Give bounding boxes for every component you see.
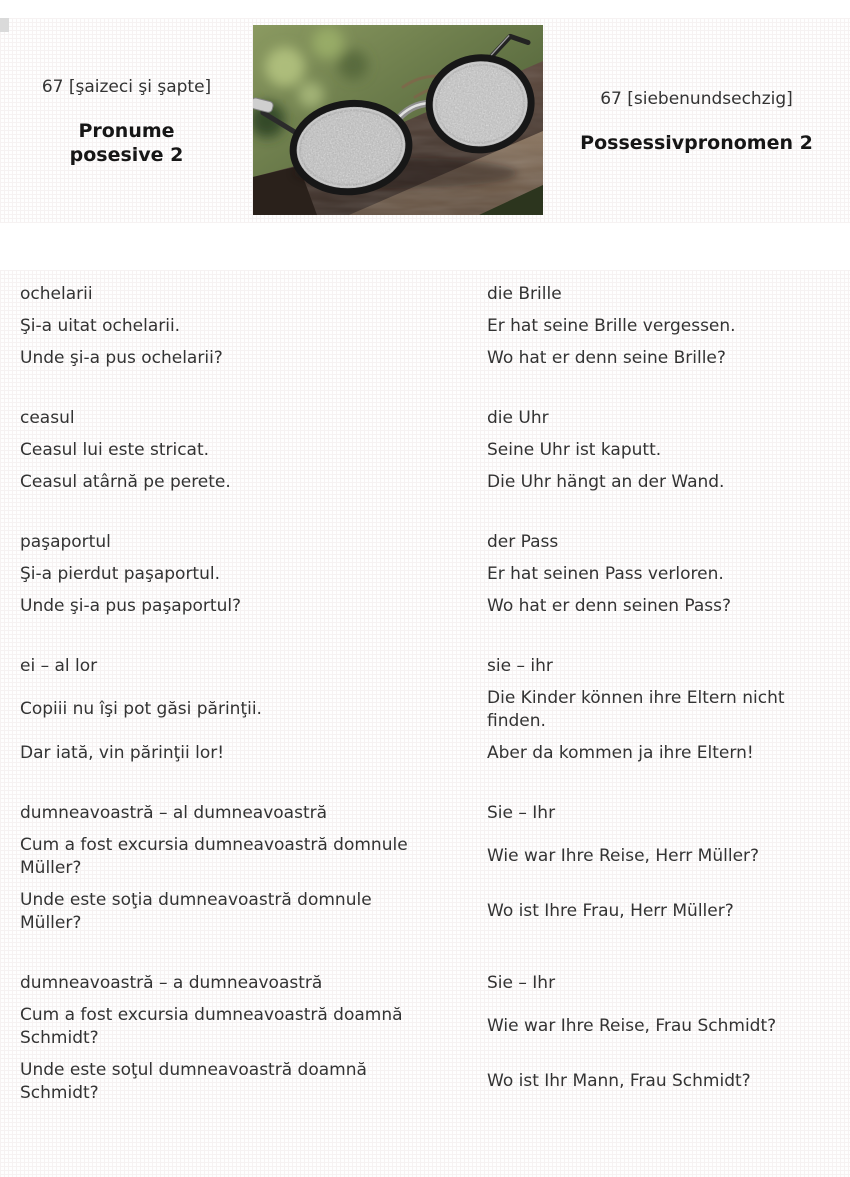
german-phrase: Wo ist Ihr Mann, Frau Schmidt? — [487, 1071, 751, 1091]
phrase-row-sentence — [0, 310, 850, 342]
romanian-phrase: Copiii nu îşi pot găsi părinţii. — [20, 699, 262, 719]
romanian-phrase: Unde şi-a pus ochelarii? — [20, 347, 223, 368]
lesson-title-german: Possessivpronomen 2 — [580, 131, 813, 154]
german-phrase: Sie – Ihr — [487, 802, 556, 823]
phrase-row-vocabulary — [0, 526, 850, 558]
phrase-row-sentence — [0, 829, 850, 884]
romanian-phrase: paşaportul — [20, 531, 111, 552]
phrase-group — [0, 526, 850, 622]
phrase-row-vocabulary — [0, 967, 850, 999]
romanian-phrase: Unde şi-a pus paşaportul? — [20, 595, 242, 616]
phrase-row-sentence — [0, 999, 850, 1054]
phrase-row-sentence — [0, 342, 850, 374]
romanian-phrase: Unde este soţul dumneavoastră doamnă Schmidt? — [20, 1059, 367, 1103]
phrase-group — [0, 402, 850, 498]
romanian-phrase: Ceasul atârnă pe perete. — [20, 471, 231, 492]
phrase-group — [0, 278, 850, 374]
romanian-phrase: ei – al lor — [20, 655, 98, 676]
phrase-group — [0, 967, 850, 1109]
german-phrase: Wo hat er denn seine Brille? — [487, 347, 726, 368]
german-phrase: Er hat seinen Pass verloren. — [487, 563, 724, 584]
lesson-number-german: 67 [siebenundsechzig] — [600, 88, 793, 109]
german-phrase: Sie – Ihr — [487, 972, 556, 993]
header-right — [543, 18, 850, 223]
romanian-phrase: Unde este soţia dumneavoastră domnule Müller? — [20, 889, 372, 933]
german-phrase: Die Uhr hängt an der Wand. — [487, 471, 725, 492]
corner-artifact — [0, 18, 9, 32]
phrase-row-vocabulary — [0, 278, 850, 310]
phrase-table — [0, 270, 850, 1177]
german-phrase: Seine Uhr ist kaputt. — [487, 439, 662, 460]
phrase-row-sentence — [0, 884, 850, 939]
phrase-row-sentence — [0, 590, 850, 622]
german-phrase: Wo ist Ihre Frau, Herr Müller? — [487, 901, 734, 921]
romanian-phrase: Cum a fost excursia dumneavoastră doamnă Schmidt? — [20, 1004, 403, 1048]
header-left — [0, 18, 253, 223]
romanian-phrase: Şi-a uitat ochelarii. — [20, 315, 181, 336]
german-phrase: die Brille — [487, 283, 562, 304]
phrase-row-sentence — [0, 466, 850, 498]
phrase-row-sentence — [0, 558, 850, 590]
lesson-page — [0, 18, 850, 1112]
phrase-row-sentence — [0, 737, 850, 769]
german-phrase: Er hat seine Brille vergessen. — [487, 315, 736, 336]
romanian-phrase: ochelarii — [20, 283, 93, 304]
lesson-title-romanian: Pronume posesive 2 — [69, 119, 184, 166]
german-phrase: Wie war Ihre Reise, Herr Müller? — [487, 846, 760, 866]
romanian-phrase: ceasul — [20, 407, 75, 428]
phrase-row-vocabulary — [0, 650, 850, 682]
german-phrase: Wo hat er denn seinen Pass? — [487, 595, 732, 616]
romanian-phrase: dumneavoastră – al dumneavoastră — [20, 802, 328, 823]
german-phrase: sie – ihr — [487, 655, 553, 676]
german-phrase: Wie war Ihre Reise, Frau Schmidt? — [487, 1016, 777, 1036]
phrase-row-vocabulary — [0, 402, 850, 434]
german-phrase: die Uhr — [487, 407, 549, 428]
romanian-phrase: Şi-a pierdut paşaportul. — [20, 563, 220, 584]
romanian-phrase: Cum a fost excursia dumneavoastră domnule Müller? — [20, 834, 408, 878]
lesson-number-romanian: 67 [şaizeci şi şapte] — [41, 76, 212, 97]
romanian-phrase: Dar iată, vin părinţii lor! — [20, 742, 225, 763]
phrase-row-sentence — [0, 1054, 850, 1109]
phrase-row-sentence — [0, 434, 850, 466]
german-phrase: Die Kinder können ihre Eltern nicht finden. — [487, 687, 785, 731]
phrase-row-vocabulary — [0, 797, 850, 829]
phrase-group — [0, 797, 850, 939]
phrase-row-sentence — [0, 682, 850, 737]
lesson-header — [0, 18, 850, 223]
glasses-photo — [253, 25, 543, 215]
german-phrase: Aber da kommen ja ihre Eltern! — [487, 742, 754, 763]
romanian-phrase: dumneavoastră – a dumneavoastră — [20, 972, 323, 993]
phrase-group — [0, 650, 850, 769]
german-phrase: der Pass — [487, 531, 559, 552]
romanian-phrase: Ceasul lui este stricat. — [20, 439, 210, 460]
